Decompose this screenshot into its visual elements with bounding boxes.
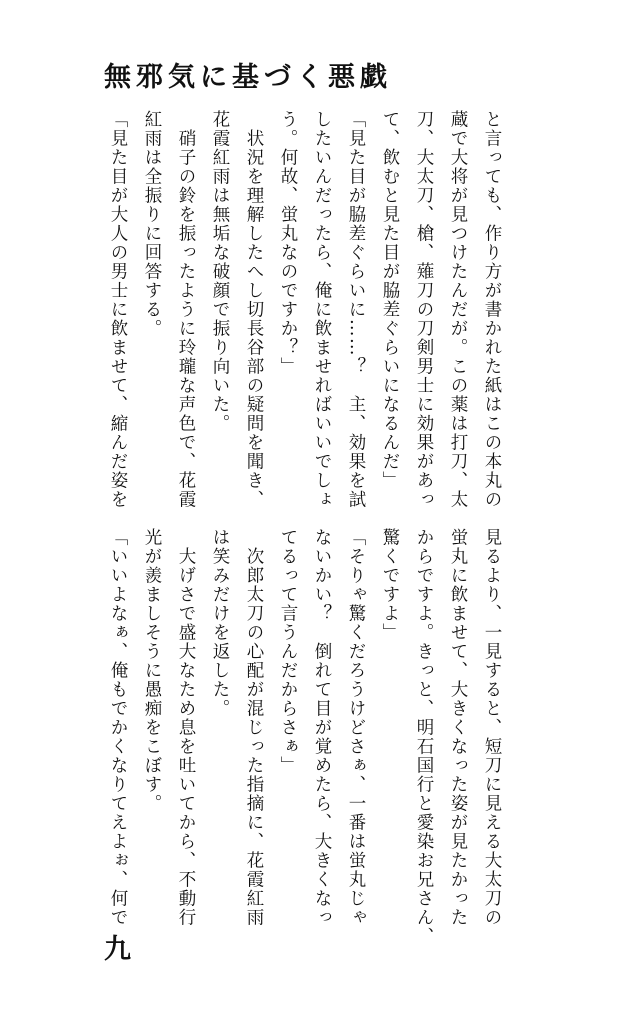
- text-line: ないかい？ 倒れて目が覚めたら、大きくなっ: [312, 528, 332, 927]
- text-line: は笑みだけを返した。: [210, 528, 230, 718]
- text-line: したいんだったら、俺に飲ませればいいでしょ: [312, 110, 332, 509]
- lower-text-block: [101, 528, 509, 946]
- text-line: 「そりゃ驚くだろうけどさぁ、一番は蛍丸じゃ: [346, 528, 366, 927]
- text-line: 次郎太刀の心配が混じった指摘に、花霞紅雨: [244, 528, 264, 927]
- text-line: 大げさで盛大なため息を吐いてから、不動行: [176, 528, 196, 927]
- text-line: てるって言うんだからさぁ」: [278, 528, 298, 775]
- text-line: と言っても、作り方が書かれた紙はこの本丸の: [482, 110, 502, 509]
- text-line: 刀、大太刀、槍、薙刀の刀剣男士に効果があっ: [414, 110, 434, 509]
- text-line: 状況を理解したへし切長谷部の疑問を聞き、: [244, 110, 264, 509]
- text-line: 「見た目が大人の男士に飲ませて、縮んだ姿を: [108, 110, 128, 509]
- text-line: 「いいよなぁ、俺もでかくなりてえよぉ、何で: [108, 528, 128, 927]
- upper-text-block: [101, 110, 509, 510]
- text-line: 蛍丸に飲ませて、大きくなった姿が見たかった: [448, 528, 468, 927]
- text-line: 硝子の鈴を振ったように玲瓏な声色で、花霞: [176, 110, 196, 509]
- text-line: 花霞紅雨は無垢な破顔で振り向いた。: [210, 110, 230, 433]
- text-line: 見るより、一見すると、短刀に見える大太刀の: [482, 528, 502, 927]
- text-line: 蔵で大将が見つけたんだが。この薬は打刀、太: [448, 110, 468, 509]
- text-line: 驚くですよ」: [380, 528, 400, 642]
- text-line: て、飲むと見た目が脇差ぐらいになるんだ」: [380, 110, 400, 490]
- text-line: からですよ。きっと、明石国行と愛染お兄さん、: [414, 528, 434, 946]
- text-line: 紅雨は全振りに回答する。: [142, 110, 162, 338]
- text-line: 光が羨ましそうに愚痴をこぼす。: [142, 528, 162, 813]
- chapter-title: 無邪気に基づく悪戯: [104, 62, 392, 93]
- text-line: う。何故、蛍丸なのですか？」: [278, 110, 298, 376]
- page-number: 九: [104, 934, 131, 965]
- text-line: 「見た目が脇差ぐらいに……？ 主、効果を試: [346, 110, 366, 509]
